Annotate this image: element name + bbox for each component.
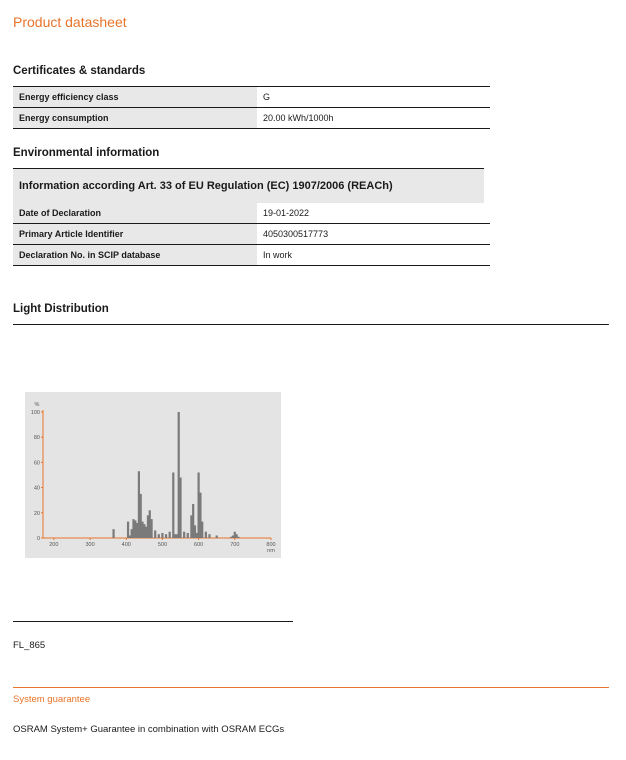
spectrum-bar (216, 535, 218, 538)
environment-value: 19-01-2022 (257, 203, 490, 224)
spectrum-bar (205, 532, 207, 538)
spectrum-bar (201, 522, 203, 538)
guarantee-heading: System guarantee (13, 694, 91, 705)
environment-value: 4050300517773 (257, 224, 490, 245)
y-tick-label: 0 (36, 536, 40, 542)
spectrum-bar (208, 534, 210, 538)
spectrum-bar (112, 529, 114, 538)
certificate-label: Energy efficiency class (13, 87, 257, 108)
x-tick-label: 600 (194, 542, 204, 548)
table-row (13, 245, 490, 266)
environment-label: Date of Declaration (13, 203, 257, 224)
spectrum-chart (25, 392, 281, 558)
certificate-value: G (257, 87, 490, 108)
y-tick-label: 40 (33, 485, 40, 492)
x-tick-label: 700 (230, 542, 240, 548)
y-tick-label: 60 (33, 460, 40, 467)
chart-caption: FL_865 (13, 640, 46, 651)
spectrum-bar (169, 532, 171, 538)
guarantee-text: OSRAM System+ Guarantee in combination with OSRAM ECGs (13, 724, 285, 735)
certificate-label: Energy consumption (13, 108, 257, 129)
x-tick-label: 200 (49, 542, 59, 548)
chart-caption-rule (13, 621, 293, 622)
x-tick-label: 300 (85, 542, 95, 548)
y-axis-label: % (34, 402, 40, 408)
spectrum-bar (165, 534, 167, 538)
x-tick-label: 400 (121, 542, 131, 548)
y-tick-label: 80 (33, 435, 40, 442)
x-axis-label: nm (267, 548, 275, 554)
light-distribution-heading: Light Distribution (13, 303, 109, 315)
y-tick-label: 100 (30, 410, 40, 416)
doc-title: Product datasheet (13, 14, 127, 30)
table-row (13, 108, 490, 129)
certificates-heading: Certificates & standards (13, 65, 146, 77)
environment-label: Primary Article Identifier (13, 224, 257, 245)
light-distribution-rule (13, 324, 609, 325)
spectrum-bar (158, 534, 160, 538)
table-row (13, 203, 490, 224)
table-row (13, 87, 490, 108)
environment-heading: Environmental information (13, 147, 160, 159)
spectrum-bar (187, 533, 189, 538)
certificates-table (13, 86, 490, 129)
guarantee-rule (13, 687, 609, 688)
certificate-value: 20.00 kWh/1000h (257, 108, 490, 129)
environment-label: Declaration No. in SCIP database (13, 245, 257, 266)
spectrum-bar (237, 537, 239, 538)
reach-title: Information according Art. 33 of EU Regulation (EC) 1907/2006 (REACh) (13, 168, 484, 204)
environment-value: In work (257, 245, 490, 266)
spectrum-bar (161, 533, 163, 538)
spectrum-bar (183, 532, 185, 538)
environment-table (13, 203, 490, 266)
y-tick-label: 20 (33, 510, 40, 517)
table-row (13, 224, 490, 245)
x-tick-label: 800 (266, 542, 276, 548)
spectrum-chart-svg (25, 392, 281, 558)
spectrum-bar (172, 472, 174, 538)
spectrum-bar (179, 478, 181, 538)
spectrum-bar (154, 530, 156, 538)
spectrum-bar (150, 519, 152, 538)
x-tick-label: 500 (157, 542, 168, 548)
